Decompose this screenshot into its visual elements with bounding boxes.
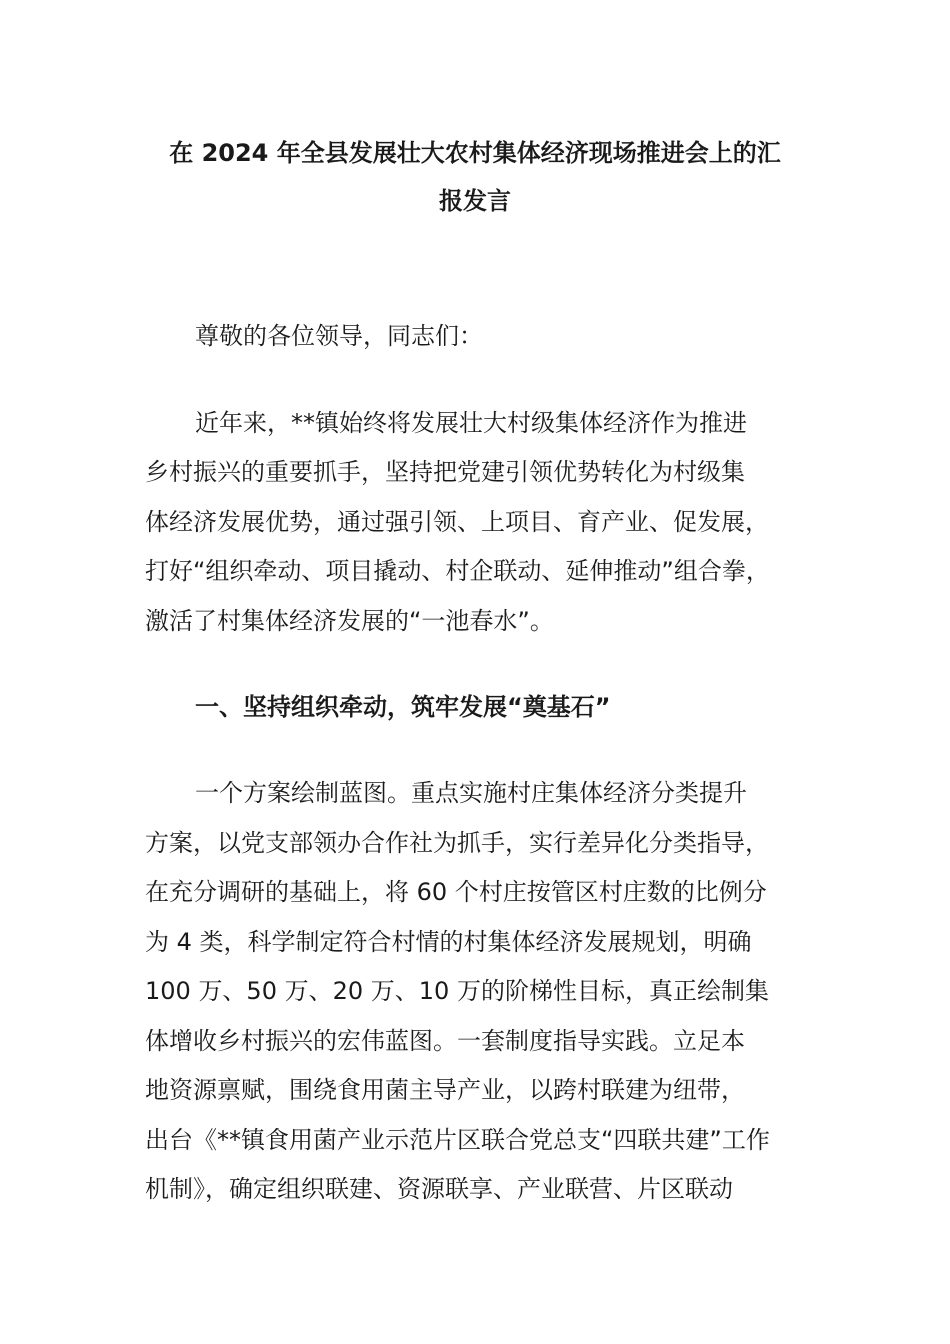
intro-line-3: 体经济发展优势，通过强引领、上项目、育产业、促发展，	[145, 508, 769, 536]
section-1-line-5: 100 万、50 万、20 万、10 万的阶梯性目标，真正绘制集	[145, 977, 769, 1005]
section-1-line-8: 出台《**镇食用菌产业示范片区联合党总支“四联共建”工作	[145, 1126, 770, 1154]
intro-line-5: 激活了村集体经济发展的“一池春水”。	[145, 607, 554, 635]
document-title-line-2: 报发言	[439, 187, 511, 215]
section-1-line-4: 为 4 类，科学制定符合村情的村集体经济发展规划，明确	[145, 928, 752, 956]
intro-line-4: 打好“组织牵动、项目撬动、村企联动、延伸推动”组合拳，	[145, 557, 770, 585]
section-1-line-9: 机制》，确定组织联建、资源联享、产业联营、片区联动	[145, 1175, 733, 1203]
section-1-line-3: 在充分调研的基础上，将 60 个村庄按管区村庄数的比例分	[145, 878, 767, 906]
salutation: 尊敬的各位领导，同志们：	[195, 322, 483, 350]
section-1-line-2: 方案，以党支部领办合作社为抓手，实行差异化分类指导，	[145, 829, 769, 857]
intro-line-2: 乡村振兴的重要抓手，坚持把党建引领优势转化为村级集	[145, 458, 745, 486]
section-1-line-7: 地资源禀赋，围绕食用菌主导产业，以跨村联建为纽带，	[145, 1076, 745, 1104]
document-title-line-1: 在 2024 年全县发展壮大农村集体经济现场推进会上的汇	[169, 139, 781, 167]
intro-line-1: 近年来，**镇始终将发展壮大村级集体经济作为推进	[195, 409, 747, 437]
section-1-heading: 一、坚持组织牵动，筑牢发展“奠基石”	[195, 693, 611, 721]
section-1-line-1: 一个方案绘制蓝图。重点实施村庄集体经济分类提升	[195, 779, 747, 807]
section-1-line-6: 体增收乡村振兴的宏伟蓝图。一套制度指导实践。立足本	[145, 1027, 745, 1055]
